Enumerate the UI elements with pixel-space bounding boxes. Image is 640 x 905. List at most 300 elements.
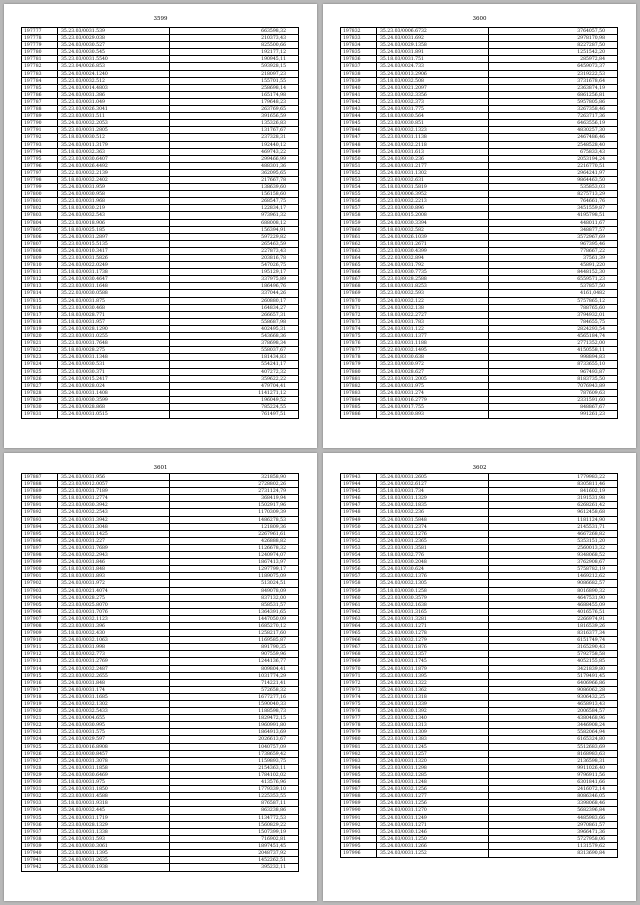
account-ref-cell: 35.23.03/0032.1276	[377, 531, 489, 537]
row-id-cell: 197993	[341, 829, 377, 835]
row-id-cell: 197827	[22, 383, 58, 389]
table-row	[22, 198, 298, 205]
amount-cell: 764661,76	[580, 199, 605, 205]
row-id-cell: 197940	[22, 850, 58, 856]
row-id-cell: 197922	[22, 722, 58, 728]
table-row	[341, 149, 617, 156]
row-id-cell: 197799	[22, 184, 58, 190]
table-row	[341, 113, 617, 120]
account-ref-cell: 35.24.03/0032.2118	[377, 142, 489, 148]
account-ref-cell: 35.24.03/0013.2906	[377, 71, 489, 77]
account-ref-cell: 35.24.03/0031.1302	[377, 170, 489, 176]
amount-cell: 285972,84	[580, 57, 605, 63]
row-id-cell: 197987	[341, 786, 377, 792]
account-ref-cell: 35.18.03/0031.2774	[58, 495, 170, 501]
table-row	[341, 517, 617, 524]
amount-cell: 1126678,32	[258, 545, 286, 551]
amount-cell: 4485983,66	[577, 815, 605, 821]
account-ref-cell: 35.24.03/0030.3394	[377, 220, 489, 226]
table-row	[341, 673, 617, 680]
row-id-cell: 197937	[22, 829, 58, 835]
table-row	[22, 177, 298, 184]
account-ref-cell: 35.24.03/0031.1745	[377, 658, 489, 664]
amount-cell: 5682396,84	[577, 808, 605, 814]
account-ref-cell: 35.24.03/0031.5848	[377, 517, 489, 523]
table-row	[22, 411, 298, 418]
row-id-cell: 197929	[22, 772, 58, 778]
table-row	[341, 509, 617, 516]
amount-cell: 3267358,46	[577, 107, 605, 113]
row-id-cell: 197816	[22, 305, 58, 311]
account-ref-cell: 35.24.03/0032.1322	[377, 680, 489, 686]
account-ref-cell: 35.18.03/0031.957	[58, 319, 170, 325]
data-table	[21, 473, 299, 872]
amount-cell: 45891,220	[580, 263, 605, 269]
account-ref-cell: 35.24.03/0031.174	[58, 687, 170, 693]
table-row	[22, 588, 298, 595]
amount-cell: 7263717,36	[577, 114, 605, 120]
amount-cell: 6268261,42	[577, 503, 605, 509]
table-row	[22, 658, 298, 665]
row-id-cell: 197826	[22, 376, 58, 382]
row-id-cell: 197807	[22, 241, 58, 247]
table-row	[341, 127, 617, 134]
row-id-cell: 197943	[341, 474, 377, 480]
row-id-cell: 197809	[22, 255, 58, 261]
row-id-cell: 197879	[341, 361, 377, 367]
table-row	[22, 212, 298, 219]
table-row	[22, 715, 298, 722]
account-ref-cell: 35.23.03/0031.1245	[377, 744, 489, 750]
account-ref-cell: 35.24.03/0028.627	[377, 369, 489, 375]
account-ref-cell: 35.24.03/0030.236	[377, 156, 489, 162]
account-ref-cell: 35.24.03/0028.024	[58, 383, 170, 389]
amount-cell: 237328,31	[261, 135, 286, 141]
amount-cell: 787609,63	[580, 390, 605, 396]
account-ref-cell: 35.18.03/0022.2727	[377, 312, 489, 318]
amount-cell: 6459073,37	[577, 64, 605, 70]
table-row	[341, 35, 617, 42]
account-ref-cell: 35.18.03/0030.219	[58, 205, 170, 211]
amount-cell: 210373,43	[261, 36, 286, 42]
account-ref-cell: 35.24.03/0031.2177	[377, 163, 489, 169]
page-number: 3600	[472, 16, 487, 22]
document-page	[323, 453, 636, 901]
row-id-cell: 197862	[341, 241, 377, 247]
table-row	[22, 765, 298, 772]
account-ref-cell: 35.24.03/0030.1392	[377, 708, 489, 714]
amount-cell: 469743,22	[261, 149, 286, 155]
row-id-cell: 197865	[341, 262, 377, 268]
amount-cell: 8313690,84	[577, 850, 605, 856]
amount-cell: 1738659,42	[258, 751, 286, 757]
account-ref-cell: 35.24.03/0031.1249	[377, 815, 489, 821]
row-id-cell: 197782	[22, 63, 58, 69]
row-id-cell: 197870	[341, 298, 377, 304]
document-page	[323, 4, 636, 448]
amount-cell: 5758782,19	[577, 567, 605, 573]
amount-cell: 263769,65	[261, 107, 286, 113]
table-row	[341, 220, 617, 227]
table-row	[341, 708, 617, 715]
table-row	[22, 191, 298, 198]
amount-cell: 4830257,30	[577, 128, 605, 134]
row-id-cell: 197971	[341, 673, 377, 679]
table-row	[341, 134, 617, 141]
amount-cell: 5792758,58	[577, 652, 605, 658]
row-id-cell: 197789	[22, 113, 58, 119]
account-ref-cell: 35.24.03/0030.995	[58, 722, 170, 728]
account-ref-cell: 35.23.03/0032.3356	[377, 92, 489, 98]
account-ref-cell: 35.24.03/0030.1246	[377, 829, 489, 835]
amount-cell: 179648,23	[261, 99, 286, 105]
account-ref-cell: 35.18.03/0028.771	[58, 312, 170, 318]
amount-cell: 688008,12	[261, 220, 286, 226]
row-id-cell: 197878	[341, 354, 377, 360]
amount-cell: 3731678,64	[577, 78, 605, 84]
row-id-cell: 197887	[22, 474, 58, 480]
amount-cell: 266657,31	[261, 312, 286, 318]
account-ref-cell: 35.23.03/0012.0057	[58, 481, 170, 487]
account-ref-cell: 35.24.03/0030.6469	[58, 772, 170, 778]
row-id-cell: 197893	[22, 517, 58, 523]
amount-cell: 1486278,53	[258, 517, 286, 523]
amount-cell: 337975,89	[261, 277, 286, 283]
table-row	[341, 283, 617, 290]
table-row	[341, 573, 617, 580]
account-ref-cell: 35.24.03/0030.893	[377, 411, 489, 418]
row-id-cell: 197996	[341, 850, 377, 857]
row-id-cell: 197950	[341, 524, 377, 530]
amount-cell: 3446908,24	[577, 723, 605, 729]
account-ref-cell: 35.24.03/0031.2897	[58, 234, 170, 240]
account-ref-cell: 35.24.03/0031.1348	[58, 354, 170, 360]
table-row	[22, 488, 298, 495]
amount-cell: 413576,96	[261, 780, 286, 786]
row-id-cell: 197989	[341, 800, 377, 806]
table-row	[341, 227, 617, 234]
amount-cell: 348877,57	[580, 227, 605, 233]
account-ref-cell: 35.24.03/0031.122	[377, 326, 489, 332]
table-row	[341, 630, 617, 637]
row-id-cell: 197882	[341, 383, 377, 389]
row-id-cell: 197957	[341, 573, 377, 579]
account-ref-cell: 35.23.03/0030.3942	[58, 502, 170, 508]
amount-cell: 1297799,17	[258, 567, 286, 573]
amount-cell: 2560013,32	[577, 545, 605, 551]
row-id-cell: 197941	[22, 857, 58, 863]
row-id-cell: 197863	[341, 248, 377, 254]
account-ref-cell: 35.24.03/0015.2417	[58, 376, 170, 382]
amount-cell: 9306432,25	[577, 694, 605, 700]
row-id-cell: 197967	[341, 644, 377, 650]
amount-cell: 6559571,23	[577, 277, 605, 283]
row-id-cell: 197982	[341, 751, 377, 757]
amount-cell: 402495,31	[261, 326, 286, 332]
account-ref-cell: 35.23.03/0031.511	[58, 113, 170, 119]
row-id-cell: 197788	[22, 106, 58, 112]
account-ref-cell: 35.23.03/0031.539	[58, 28, 170, 34]
table-row	[341, 566, 617, 573]
table-row	[341, 758, 617, 765]
amount-cell: 359622,22	[261, 376, 286, 382]
account-ref-cell: 35.24.03/0031.2605	[377, 474, 489, 480]
account-ref-cell: 35.24.03/0031.1425	[58, 531, 170, 537]
account-ref-cell: 35.24.03/0030.638	[377, 354, 489, 360]
table-row	[22, 269, 298, 276]
account-ref-cell: 35.23.03/0032.373	[377, 99, 489, 105]
table-row	[22, 595, 298, 602]
table-row	[22, 28, 298, 35]
account-ref-cell: 35.18.03/0031.848	[58, 566, 170, 572]
account-ref-cell: 35.23.03/0031.1309	[377, 729, 489, 735]
row-id-cell: 197965	[341, 630, 377, 636]
amount-cell: 2416072,14	[577, 787, 605, 793]
amount-cell: 8183735,50	[577, 376, 605, 382]
amount-cell: 378698,34	[261, 341, 286, 347]
amount-cell: 663598,32	[261, 29, 286, 34]
table-row	[341, 28, 617, 35]
table-row	[22, 829, 298, 836]
row-id-cell: 197935	[22, 815, 58, 821]
table-row	[341, 580, 617, 587]
account-ref-cell: 35.23.03/0030.8457	[58, 751, 170, 757]
table-row	[22, 531, 298, 538]
table-row	[341, 319, 617, 326]
amount-cell: 825500,66	[261, 43, 286, 49]
table-row	[341, 56, 617, 63]
table-row	[341, 658, 617, 665]
account-ref-cell: 35.23.03/0015.5135	[58, 241, 170, 247]
table-row	[341, 71, 617, 78]
row-id-cell: 197840	[341, 85, 377, 91]
account-ref-cell: 35.24.03/0031.1256	[377, 800, 489, 806]
amount-cell: 2467486,46	[577, 135, 605, 141]
table-row	[22, 864, 298, 871]
row-id-cell: 197852	[341, 170, 377, 176]
table-row	[341, 637, 617, 644]
table-row	[341, 404, 617, 411]
account-ref-cell: 35.18.03/0031.2671	[377, 241, 489, 247]
account-ref-cell: 35.24.03/0011.3179	[58, 142, 170, 148]
row-id-cell: 197829	[22, 397, 58, 403]
account-ref-cell: 35.24.03/0031.1320	[377, 758, 489, 764]
row-id-cell: 197888	[22, 481, 58, 487]
row-id-cell: 197889	[22, 488, 58, 494]
row-id-cell: 197913	[22, 658, 58, 664]
amount-cell: 2006584,57	[577, 709, 605, 715]
table-row	[22, 156, 298, 163]
row-id-cell: 197898	[22, 552, 58, 558]
table-row	[22, 807, 298, 814]
amount-cell: 448011,67	[580, 220, 605, 226]
table-row	[341, 397, 617, 404]
table-row	[22, 524, 298, 531]
table-row	[341, 255, 617, 262]
table-row	[22, 680, 298, 687]
table-row	[22, 241, 298, 248]
amount-cell: 2363874,19	[577, 85, 605, 91]
row-id-cell: 197880	[341, 369, 377, 375]
table-row	[341, 369, 617, 376]
row-id-cell: 197820	[22, 333, 58, 339]
amount-cell: 2970861,57	[577, 822, 605, 828]
amount-cell: 156394,91	[261, 227, 286, 233]
amount-cell: 321858,90	[261, 475, 286, 480]
row-id-cell: 197837	[341, 63, 377, 69]
row-id-cell: 197952	[341, 538, 377, 544]
account-ref-cell: 35.24.03/0029.597	[58, 736, 170, 742]
amount-cell: 8316377,34	[577, 631, 605, 637]
row-id-cell: 197892	[22, 509, 58, 515]
amount-cell: 1251542,20	[577, 50, 605, 56]
account-ref-cell: 35.24.03/0031.1408	[58, 390, 170, 396]
amount-cell: 8448152,30	[577, 270, 605, 276]
row-id-cell: 197895	[22, 531, 58, 537]
table-row	[22, 347, 298, 354]
table-row	[341, 212, 617, 219]
amount-cell: 4052155,85	[577, 659, 605, 665]
row-id-cell: 197778	[22, 35, 58, 41]
row-id-cell: 197783	[22, 71, 58, 77]
table-row	[22, 149, 298, 156]
table-row	[22, 822, 298, 829]
table-row	[341, 333, 617, 340]
amount-cell: 5957805,86	[577, 99, 605, 105]
table-row	[341, 156, 617, 163]
row-id-cell: 197861	[341, 234, 377, 240]
account-ref-cell: 35.23.03/0031.7648	[58, 340, 170, 346]
row-id-cell: 197906	[22, 609, 58, 615]
row-id-cell: 197787	[22, 99, 58, 105]
row-id-cell: 197798	[22, 177, 58, 183]
table-row	[22, 786, 298, 793]
row-id-cell: 197818	[22, 319, 58, 325]
table-row	[22, 63, 298, 70]
row-id-cell: 197779	[22, 42, 58, 48]
account-ref-cell: 35.24.03/0032.1638	[377, 602, 489, 608]
account-ref-cell: 35.24.03/0029.1358	[377, 42, 489, 48]
account-ref-cell: 35.18.03/0028.275	[58, 347, 170, 353]
row-id-cell: 197801	[22, 198, 58, 204]
amount-cell: 2319222,53	[577, 71, 605, 77]
row-id-cell: 197917	[22, 687, 58, 693]
account-ref-cell: 35.22.03/0032.2139	[58, 170, 170, 176]
table-row	[341, 42, 617, 49]
table-row	[22, 390, 298, 397]
account-ref-cell: 35.23.03/0031.1338	[58, 829, 170, 835]
amount-cell: 1960991,80	[258, 723, 286, 729]
amount-cell: 2331591,60	[577, 397, 605, 403]
account-ref-cell: 35.18.03/0032.430	[58, 630, 170, 636]
row-id-cell: 197994	[341, 836, 377, 842]
table-row	[22, 248, 298, 255]
table-row	[341, 276, 617, 283]
amount-cell: 2216770,51	[577, 163, 605, 169]
table-row	[341, 815, 617, 822]
amount-cell: 535853,03	[580, 185, 605, 191]
amount-cell: 1244136,77	[258, 659, 286, 665]
amount-cell: 2053194,24	[577, 156, 605, 162]
amount-cell: 121809,36	[261, 524, 286, 530]
account-ref-cell: 35.18.03/0031.9318	[58, 800, 170, 806]
table-row	[341, 829, 617, 836]
amount-cell: 165174,98	[261, 92, 286, 98]
account-ref-cell: 35.24.03/0031.613	[377, 149, 489, 155]
row-id-cell: 197972	[341, 680, 377, 686]
row-id-cell: 197824	[22, 361, 58, 367]
row-id-cell: 197973	[341, 687, 377, 693]
account-ref-cell: 35.23.04/0026.853	[58, 63, 170, 69]
amount-cell: 1469212,62	[577, 574, 605, 580]
table-row	[22, 751, 298, 758]
table-row	[22, 92, 298, 99]
table-row	[22, 772, 298, 779]
amount-cell: 3165290,43	[577, 645, 605, 651]
amount-cell: 593928,15	[261, 64, 286, 70]
row-id-cell: 197944	[341, 481, 377, 487]
amount-cell: 258698,14	[261, 85, 286, 91]
amount-cell: 156158,60	[261, 192, 286, 198]
amount-cell: 2154363,11	[258, 765, 286, 771]
row-id-cell: 197931	[22, 786, 58, 792]
account-ref-cell: 35.24.03/0026.1039	[377, 234, 489, 240]
table-row	[22, 312, 298, 319]
amount-cell: 907559,96	[261, 652, 286, 658]
account-ref-cell: 35.24.03/0031.1339	[377, 701, 489, 707]
row-id-cell: 197924	[22, 736, 58, 742]
amount-cell: 407272,32	[261, 369, 286, 375]
row-id-cell: 197873	[341, 319, 377, 325]
amount-cell: 265463,59	[261, 241, 286, 247]
row-id-cell: 197958	[341, 580, 377, 586]
table-row	[341, 595, 617, 602]
account-ref-cell: 35.24.03/0031.0515	[58, 411, 170, 418]
table-row	[341, 793, 617, 800]
amount-cell: 368419,94	[261, 496, 286, 502]
table-row	[341, 312, 617, 319]
page-number: 3602	[472, 465, 487, 471]
row-id-cell: 197831	[22, 411, 58, 418]
amount-cell: 848867,67	[580, 404, 605, 410]
amount-cell: 9796911,56	[577, 772, 605, 778]
account-ref-cell: 35.23.03/0029.038	[58, 35, 170, 41]
table-row	[341, 234, 617, 241]
account-ref-cell: 35.24.03/0031.1266	[377, 843, 489, 849]
table-row	[341, 744, 617, 751]
amount-cell: 558687,98	[261, 319, 286, 325]
account-ref-cell: 35.18.03/0030.564	[377, 113, 489, 119]
table-row	[341, 687, 617, 694]
row-id-cell: 197899	[22, 559, 58, 565]
table-row	[341, 666, 617, 673]
account-ref-cell: 35.24.03/0028.1290	[58, 326, 170, 332]
account-ref-cell: 35.24.03/0031.386	[58, 92, 170, 98]
row-id-cell: 197947	[341, 502, 377, 508]
amount-cell: 788765,60	[580, 305, 605, 311]
amount-cell: 260880,17	[261, 298, 286, 304]
amount-cell: 2728802,26	[258, 482, 286, 488]
row-id-cell: 197860	[341, 227, 377, 233]
row-id-cell: 197936	[22, 822, 58, 828]
account-ref-cell: 35.24.03/0032.138	[377, 305, 489, 311]
table-row	[22, 793, 298, 800]
row-id-cell: 197912	[22, 651, 58, 657]
row-id-cell: 197813	[22, 283, 58, 289]
table-row	[341, 616, 617, 623]
account-ref-cell: 35.24.03/0031.1277	[377, 793, 489, 799]
row-id-cell: 197988	[341, 793, 377, 799]
